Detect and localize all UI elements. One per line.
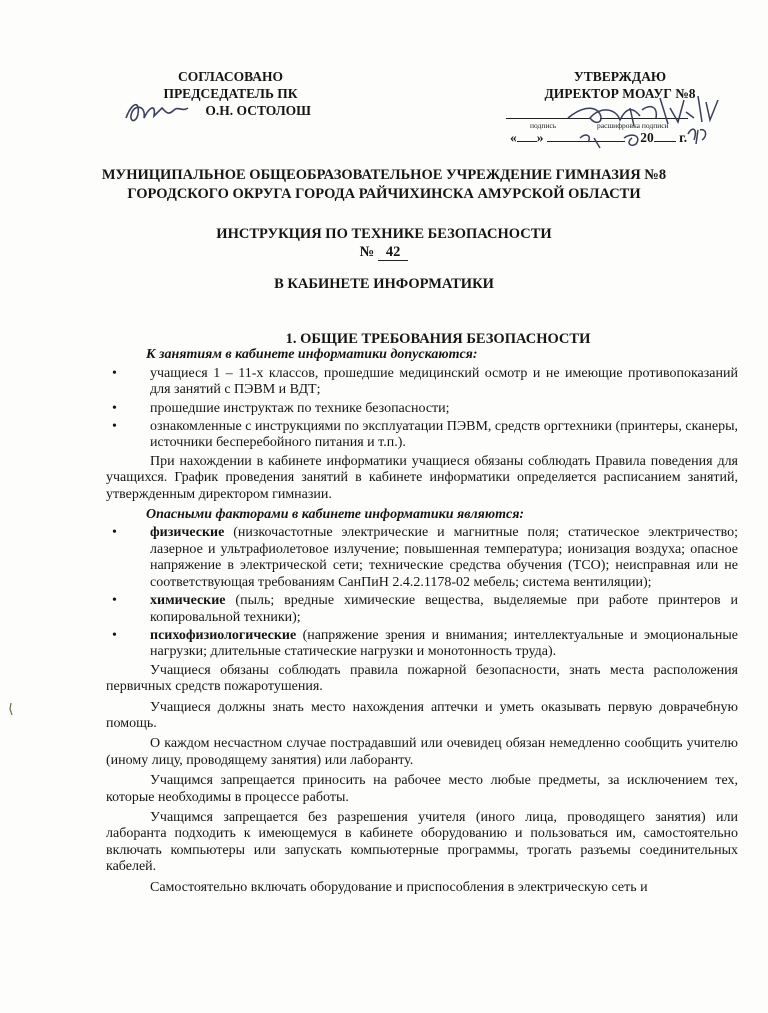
agreed-block bbox=[128, 68, 333, 119]
list-item: • ознакомленные с инструкциями по эксплуатации ПЭВМ, средств оргтехники (принтеры, сканеры, источники бесперебойного питания и т.п.). bbox=[106, 419, 738, 452]
paragraph: Учащиеся должны знать место нахождения аптечки и уметь оказывать первую доврачебную помощь. bbox=[106, 699, 738, 731]
admission-subheading: К занятиям в кабинете информатики допускаются: bbox=[146, 347, 478, 363]
list-item: • прошедшие инструктаж по технике безопасности; bbox=[106, 401, 738, 417]
date-quote-open: « bbox=[510, 130, 517, 145]
approval-date bbox=[510, 130, 687, 146]
agreed-label: СОГЛАСОВАНО bbox=[177, 69, 284, 84]
date-year-prefix: 20 bbox=[640, 130, 654, 145]
union-chair-name: О.Н. ОСТОЛОШ bbox=[205, 103, 311, 118]
list-item bbox=[106, 525, 738, 591]
paragraph: Учащиеся обязаны соблюдать правила пожарной безопасности, знать места расположения первичных средств пожаротушения. bbox=[106, 662, 738, 695]
hazard-description: (пыль; вредные химические вещества, выделяемые при работе принтеров и копировальной техники); bbox=[150, 593, 738, 625]
instruction-title-line: ИНСТРУКЦИЯ ПО ТЕХНИКЕ БЕЗОПАСНОСТИ bbox=[216, 226, 552, 242]
admission-list bbox=[106, 366, 738, 452]
hazard-type: психофизиологические bbox=[150, 627, 297, 643]
instruction-number-value: 42 bbox=[378, 244, 409, 261]
director-label: ДИРЕКТОР МОАУГ №8 bbox=[544, 86, 696, 101]
list-item bbox=[106, 628, 738, 661]
instruction-title bbox=[0, 225, 768, 261]
approve-block bbox=[500, 68, 740, 102]
hazard-type: физические bbox=[150, 525, 225, 541]
date-month bbox=[547, 141, 625, 142]
signature-decode-caption: расшифровка подписи bbox=[597, 121, 669, 130]
list-item bbox=[106, 593, 738, 626]
approve-label: УТВЕРЖДАЮ bbox=[573, 69, 667, 84]
organization-line-2: ГОРОДСКОГО ОКРУГА ГОРОДА РАЙЧИХИНСКА АМУРСКОЙ ОБЛАСТИ bbox=[127, 186, 641, 202]
organization-line-1: МУНИЦИПАЛЬНОЕ ОБЩЕОБРАЗОВАТЕЛЬНОЕ УЧРЕЖДЕНИЕ ГИМНАЗИЯ №8 bbox=[101, 167, 667, 183]
paragraph: Учащимся запрещается приносить на рабочее место любые предметы, за исключением тех, которые необходимы в процессе работы. bbox=[106, 773, 738, 805]
paragraph: О каждом несчастном случае пострадавший или очевидец обязан немедленно сообщить учителю (иному лицу, проводящему занятия) или лаборанту. bbox=[106, 736, 738, 768]
hazards-list bbox=[106, 525, 738, 660]
paragraph: При нахождении в кабинете информатики учащиеся обязаны соблюдать Правила поведения для учащихся. График проведения занятий в кабинете информатики определяется расписанием занятий, утвержденным директором гимназии. bbox=[106, 453, 738, 502]
instruction-subtitle: В КАБИНЕТЕ ИНФОРМАТИКИ bbox=[274, 276, 494, 292]
organization-name bbox=[0, 166, 768, 204]
scan-artifact bbox=[8, 703, 14, 715]
section-heading: 1. ОБЩИЕ ТРЕБОВАНИЯ БЕЗОПАСНОСТИ bbox=[285, 331, 591, 347]
paragraph: Учащимся запрещается без разрешения учителя (иного лица, проводящего занятия) или лаборанта подходить к имеющемуся в кабинете оборудованию и пользоваться им, самостоятельно включать компьютеры или запускать компьютерные программы, трогать разъемы соединительных кабелей. bbox=[106, 809, 738, 875]
signature-decode-line bbox=[600, 118, 688, 119]
date-quote-close: » bbox=[536, 130, 544, 145]
hazard-description: (низкочастотные электрические и магнитные поля; статическое электричество; лазерное и ультрафиолетовое излучение; повышенная температура; ионизация воздуха; опасное напряжение в электрической сети; технические средства обучения (ТСО); неисправная или не соответствующая требованиям СанПиН 2.4.2.1178-02 мебель; система вентиляции); bbox=[150, 525, 738, 590]
paragraph: Самостоятельно включать оборудование и приспособления в электрическую сеть и bbox=[150, 879, 648, 895]
union-chair-label: ПРЕДСЕДАТЕЛЬ ПК bbox=[163, 86, 298, 101]
date-day bbox=[517, 141, 537, 142]
signature-caption: подпись bbox=[530, 121, 557, 130]
hazard-type: химические bbox=[150, 593, 226, 609]
date-year-end: г. bbox=[679, 130, 688, 145]
hazards-subheading: Опасными факторами в кабинете информатики являются: bbox=[146, 507, 525, 523]
instruction-number-sign: № bbox=[359, 244, 375, 260]
date-year-suffix bbox=[654, 141, 676, 142]
instruction-body bbox=[106, 331, 738, 900]
instruction-number bbox=[0, 243, 768, 261]
list-item: • учащиеся 1 – 11-х классов, прошедшие медицинский осмотр и не имеющие противопоказаний для занятий с ПЭВМ и ВДТ; bbox=[106, 366, 738, 399]
signature-line bbox=[506, 118, 590, 119]
hazard-description: (напряжение зрения и внимания; интеллектуальные и эмоциональные нагрузки; длительные статические нагрузки и монотонность труда). bbox=[150, 627, 738, 660]
